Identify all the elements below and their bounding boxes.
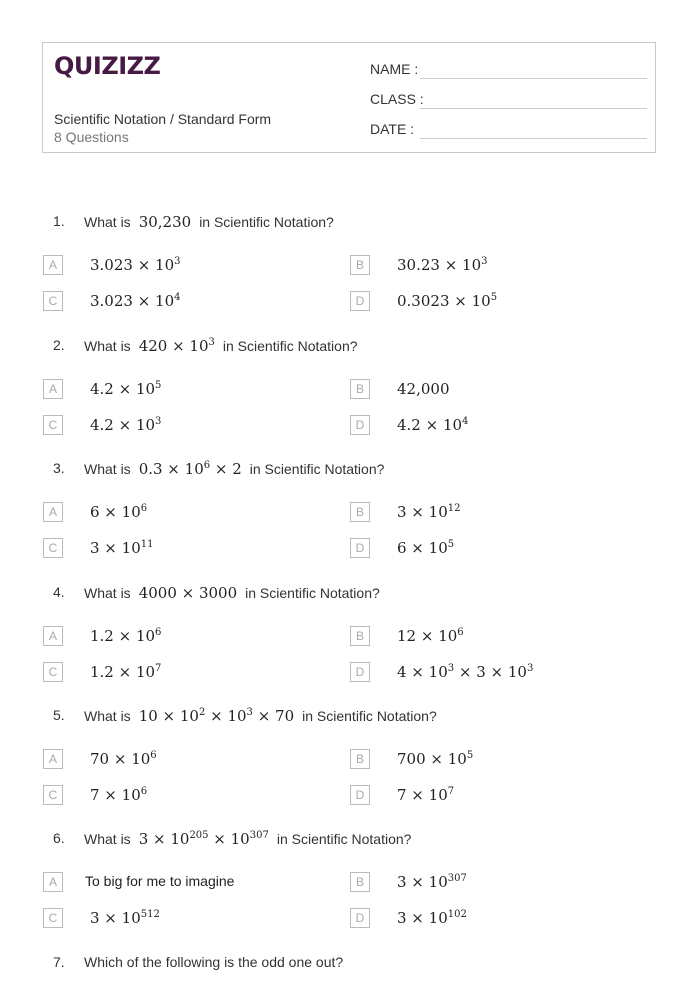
question-expression: 4000 × 3000 (138, 584, 238, 602)
option-letter-box: B (350, 626, 370, 646)
option-letter-box: A (43, 502, 63, 522)
question-text (84, 460, 384, 478)
option-letter-box: A (43, 626, 63, 646)
option-value: $6 \times 10^5$ (397, 539, 455, 557)
option-letter-box: C (43, 415, 63, 435)
date-line (420, 138, 647, 139)
quizizz-logo: QUIZIZZ (54, 52, 161, 80)
option-letter-box: C (43, 785, 63, 805)
worksheet-title: Scientific Notation / Standard Form (54, 111, 272, 127)
question-count: 8 Questions (54, 129, 129, 145)
option-value: $6 \times 10^6$ (90, 503, 148, 521)
option-letter-box: B (350, 379, 370, 399)
option-value: $70 \times 10^6$ (90, 750, 157, 768)
option-letter-box: A (43, 255, 63, 275)
question-text (84, 830, 411, 848)
option-letter-box: D (350, 415, 370, 435)
option-letter-box: C (43, 908, 63, 928)
option-letter-box: D (350, 785, 370, 805)
option-letter-box: A (43, 872, 63, 892)
class-line (420, 108, 647, 109)
option-letter-box: B (350, 872, 370, 892)
question-number: 1. (53, 213, 65, 229)
option-letter-box: B (350, 749, 370, 769)
question-suffix: in Scientific Notation? (249, 461, 385, 477)
option-value: $700 \times 10^5$ (397, 750, 474, 768)
option-letter-box: C (43, 538, 63, 558)
option-value: $7 \times 10^7$ (397, 786, 455, 804)
question-expression: $0.3 \times 10^6 \times 2$ (138, 460, 242, 478)
question-number: 5. (53, 707, 65, 723)
question-number: 3. (53, 460, 65, 476)
question-prefix: What is (84, 214, 131, 230)
question-text (84, 584, 380, 602)
option-value: $1.2 \times 10^7$ (90, 663, 162, 681)
name-label: NAME : (370, 61, 419, 77)
option-letter-box: C (43, 291, 63, 311)
option-value: $0.3023 \times 10^5$ (397, 292, 498, 310)
option-letter-box: D (350, 538, 370, 558)
option-letter-box: A (43, 379, 63, 399)
option-value: $3.023 \times 10^3$ (90, 256, 181, 274)
option-value: $3 \times 10^{102}$ (397, 909, 467, 927)
option-value: To big for me to imagine (85, 873, 235, 889)
option-value: $3.023 \times 10^4$ (90, 292, 181, 310)
option-letter-box: B (350, 502, 370, 522)
question-expression: $10 \times 10^2 \times 10^3 \times 70$ (138, 707, 295, 725)
question-number: 2. (53, 337, 65, 353)
option-letter-box: C (43, 662, 63, 682)
question-number: 7. (53, 954, 65, 970)
option-value: $3 \times 10^{11}$ (90, 539, 154, 557)
question-text (84, 707, 437, 725)
option-letter-box: B (350, 255, 370, 275)
option-value: $4 \times 10^3 \times 3 \times 10^3$ (397, 663, 534, 681)
worksheet-header (42, 42, 656, 153)
option-letter-box: D (350, 291, 370, 311)
question-suffix: in Scientific Notation? (199, 214, 334, 230)
question-prefix: What is (84, 338, 131, 354)
name-line (420, 78, 647, 79)
question-number: 6. (53, 830, 65, 846)
question-suffix: in Scientific Notation? (245, 585, 380, 601)
question-suffix: in Scientific Notation? (276, 831, 412, 847)
option-value: $3 \times 10^{512}$ (90, 909, 160, 927)
question-text (84, 954, 343, 970)
option-value: $4.2 \times 10^3$ (90, 416, 162, 434)
option-value: $3 \times 10^{12}$ (397, 503, 461, 521)
question-expression: $420 \times 10^3$ (138, 337, 215, 355)
option-letter-box: D (350, 908, 370, 928)
option-value: $3 \times 10^{307}$ (397, 873, 467, 891)
question-prefix: Which of the following is the odd one out? (84, 954, 344, 970)
option-letter-box: D (350, 662, 370, 682)
option-value: $1.2 \times 10^6$ (90, 627, 162, 645)
option-letter-box: A (43, 749, 63, 769)
option-value: $30.23 \times 10^3$ (397, 256, 488, 274)
question-text (84, 213, 334, 231)
question-expression: 30,230 (138, 213, 192, 231)
question-expression: $3 \times 10^{205} \times 10^{307}$ (138, 830, 269, 848)
question-suffix: in Scientific Notation? (222, 338, 358, 354)
question-number: 4. (53, 584, 65, 600)
option-value: $7 \times 10^6$ (90, 786, 148, 804)
question-text (84, 337, 358, 355)
question-prefix: What is (84, 831, 131, 847)
class-label: CLASS : (370, 91, 424, 107)
option-value: $4.2 \times 10^5$ (90, 380, 162, 398)
question-prefix: What is (84, 461, 131, 477)
question-prefix: What is (84, 585, 131, 601)
question-prefix: What is (84, 708, 131, 724)
date-label: DATE : (370, 121, 415, 137)
option-value: $12 \times 10^6$ (397, 627, 464, 645)
option-value: $4.2 \times 10^4$ (397, 416, 469, 434)
question-suffix: in Scientific Notation? (302, 708, 437, 724)
option-value: 42,000 (397, 380, 450, 398)
